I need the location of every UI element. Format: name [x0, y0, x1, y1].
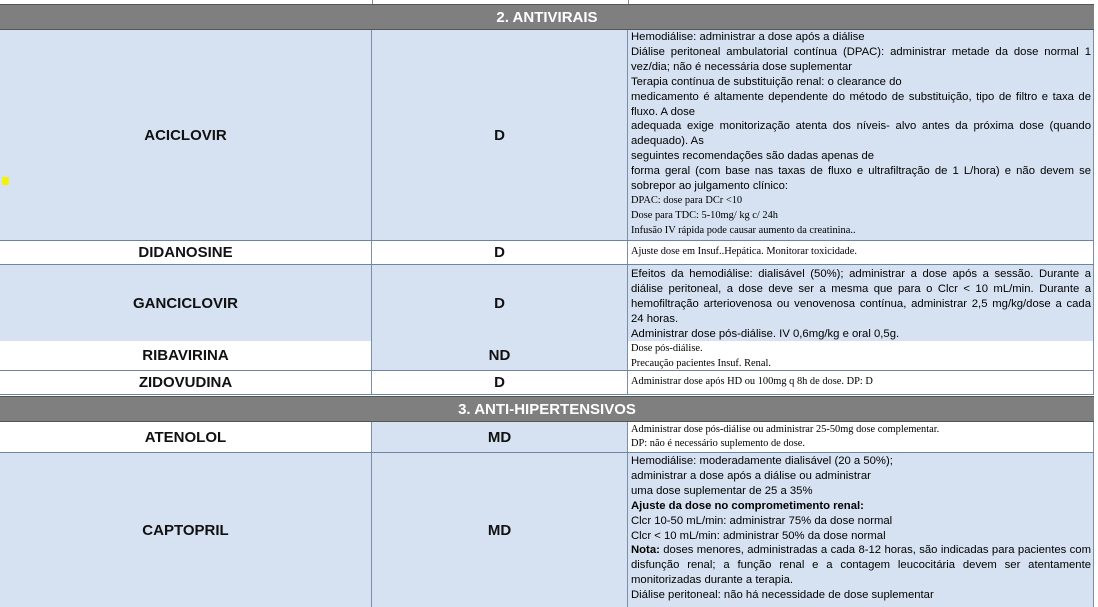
note-line: Diálise peritoneal ambulatorial contínua (DPAC): administrar metade da dose normal 1 vez/dia; não é necessária dose suplementar: [631, 45, 1091, 73]
note-line: Diálise peritoneal: não há necessidade de dose suplementar: [631, 589, 934, 602]
note-line: DPAC: dose para DCr <10: [631, 194, 743, 206]
note-line: Ajuste dose em Insuf..Hepática. Monitorar toxicidade.: [631, 246, 857, 257]
drug-name-cell: [0, 30, 372, 240]
table-row-ribavirina[interactable]: [0, 341, 1094, 371]
drug-name: GANCICLOVIR: [133, 294, 238, 312]
note-line: uma dose suplementar de 25 a 35%: [631, 484, 813, 497]
section-title: 3. ANTI-HIPERTENSIVOS: [458, 400, 636, 418]
note-line: Clcr 10-50 mL/min: administrar 75% da dose normal: [631, 514, 893, 527]
table-row-zidovudina[interactable]: [0, 371, 1094, 395]
dialysis-class-cell: [372, 265, 628, 341]
table-row-captopril[interactable]: [0, 453, 1094, 607]
note-line: Dose pós-diálise.: [631, 343, 703, 354]
drug-name: CAPTOPRIL: [142, 521, 229, 539]
dialysis-class: D: [494, 244, 505, 261]
drug-name-cell: [0, 265, 372, 341]
table-row-ganciclovir[interactable]: [0, 265, 1094, 341]
note-line: Precaução pacientes Insuf. Renal.: [631, 358, 771, 369]
note-line: Administrar dose pós-diálise. IV 0,6mg/kg e oral 0,5g.: [631, 327, 900, 340]
dialysis-class: D: [494, 374, 505, 391]
note-line: Clcr < 10 mL/min: administrar 50% da dose normal: [631, 529, 886, 542]
drug-name: ATENOLOL: [144, 428, 227, 446]
drug-name: ACICLOVIR: [144, 126, 227, 144]
note-line: administrar a dose após a diálise ou administrar: [631, 469, 871, 482]
note-line: seguintes recomendações são dadas apenas de: [631, 150, 875, 163]
drug-name-cell: [0, 241, 372, 264]
dialysis-class-cell: [372, 341, 628, 370]
drug-name: ZIDOVUDINA: [138, 374, 233, 391]
adjust-heading: Ajuste da dose no comprometimento renal:: [631, 499, 864, 512]
table-row-atenolol[interactable]: [0, 422, 1094, 453]
section-title: 2. ANTIVIRAIS: [496, 8, 598, 26]
note-line: Administrar dose pós-diálise ou administrar 25-50mg dose complementar.: [631, 424, 940, 435]
dialysis-class-cell: [372, 422, 628, 452]
note-line: adequada exige monitorização atenta dos níveis- alvo antes da próxima dose (quando adequado). As: [631, 120, 1091, 148]
note-line: DP: não é necessário suplemento de dose.: [631, 438, 805, 449]
note-line: Infusão IV rápida pode causar aumento da creatinina..: [631, 224, 856, 236]
dialysis-class-cell: [372, 30, 628, 240]
note-line: Administrar dose após HD ou 100mg q 8h de dose. DP: D: [631, 376, 873, 387]
note-label: Nota:: [631, 544, 660, 557]
note-text: doses menores, administradas a cada 8-12 horas, são indicadas para pacientes com disfunção renal; a função renal e a contagem leucocitária devem ser atentamente monitorizadas durante a terapia.: [631, 544, 1091, 587]
dialysis-class-cell: [372, 453, 628, 607]
note-line: Terapia contínua de substituição renal: o clearance do: [631, 75, 902, 88]
dialysis-class-cell: [372, 241, 628, 264]
note-line: Hemodiálise: administrar a dose após a diálise: [631, 31, 865, 43]
table-row-aciclovir[interactable]: [0, 30, 1094, 241]
highlight-marker: [2, 177, 9, 185]
dialysis-class: D: [494, 126, 505, 144]
notes-cell: [628, 30, 1094, 240]
drug-name: DIDANOSINE: [138, 244, 233, 261]
note-line: Efeitos da hemodiálise: dialisável (50%); administrar a dose após a sessão. Durante a diálise peritoneal, a dose deve ser a mesma que para o Clcr < 10 mL/min. Durante a hemofiltração arteriovenosa ou venovenosa contínua, administrar 2,5 mg/kg/dose a cada 24 horas.: [631, 268, 1091, 325]
drug-name-cell: [0, 341, 372, 370]
notes-cell: [628, 341, 1094, 370]
note-line: forma geral (com base nas taxas de fluxo e ultrafiltração de 1 L/hora) e não devem se sobrepor ao julgamento clínico:: [631, 165, 1091, 193]
notes-cell: [628, 371, 1094, 394]
notes-cell: [628, 422, 1094, 452]
dialysis-class: D: [494, 294, 505, 312]
section-header-anti-hipertensivos: [0, 396, 1094, 422]
drug-name: RIBAVIRINA: [142, 347, 229, 364]
note-line: Dose para TDC: 5-10mg/ kg c/ 24h: [631, 209, 778, 221]
notes-cell: [628, 265, 1094, 341]
dialysis-class: MD: [487, 521, 512, 539]
notes-cell: [628, 241, 1094, 264]
drug-name-cell: [0, 371, 372, 394]
drug-name-cell: [0, 422, 372, 452]
section-header-antivirais: [0, 4, 1094, 30]
dialysis-class: ND: [488, 347, 511, 364]
note-paragraph: [631, 543, 1091, 588]
note-line: Hemodiálise: moderadamente dialisável (20 a 50%);: [631, 455, 893, 467]
drug-name-cell: [0, 453, 372, 607]
table-row-didanosine[interactable]: [0, 241, 1094, 265]
note-line: medicamento é altamente dependente do método de substituição, tipo de filtro e taxa de fluxo. A dose: [631, 90, 1091, 118]
dialysis-class: MD: [487, 428, 512, 446]
dialysis-class-cell: [372, 371, 628, 394]
notes-cell: [628, 453, 1094, 607]
